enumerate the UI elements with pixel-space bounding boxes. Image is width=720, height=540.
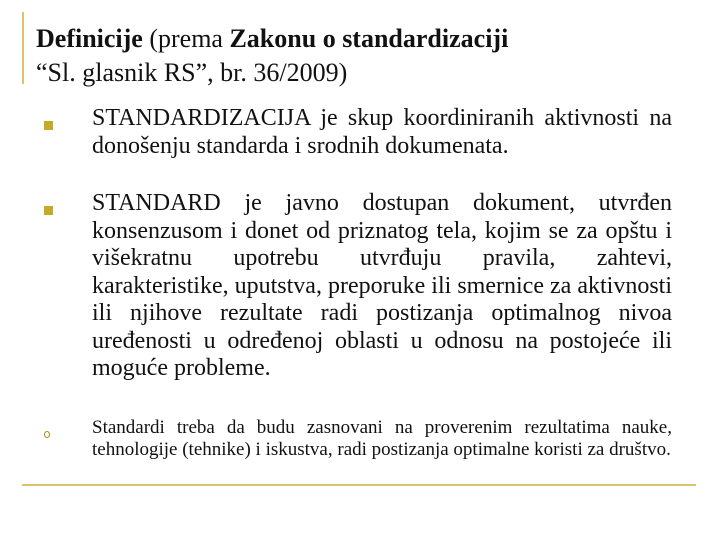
accent-vertical-line — [22, 12, 24, 84]
accent-bottom-line — [22, 484, 696, 486]
slide-title — [36, 22, 696, 90]
title-prema: (prema — [142, 24, 230, 53]
definition-standard — [92, 190, 672, 383]
title-bold-zakon: Zakonu o standardizaciji — [229, 24, 509, 53]
term-standardizacija: STANDARDIZACIJA — [92, 105, 311, 131]
title-bold-definicije: Definicije — [36, 24, 143, 53]
title-source: “Sl. glasnik RS”, br. 36/2009) — [36, 58, 348, 87]
square-bullet-icon — [44, 121, 53, 130]
note-standardi: Standardi treba da budu zasnovani na proverenim rezultatima nauke, tehnologije (tehnike) i iskustva, radi postizanja optimalne koristi za društvo. — [92, 417, 672, 460]
circle-bullet-icon — [44, 431, 50, 438]
square-bullet-icon — [44, 206, 53, 215]
term-standard: STANDARD — [92, 190, 221, 216]
text-standardizacija: je skup koordiniranih aktivnosti na donošenju standarda i srodnih dokumenata. — [92, 105, 672, 159]
text-standard: je javno dostupan dokument, utvrđen konsenzusom i donet od priznatog tela, kojim se za opštu i višekratnu upotrebu utvrđuju pravila, zahtevi, karakteristike, uputstva, preporuke ili smernice za aktivnosti ili njihove rezultate radi postizanja optimalnog nivoa uređenosti u određenoj oblasti u odnosu na postojeće ili moguće probleme. — [92, 190, 672, 381]
definition-standardizacija — [92, 105, 672, 160]
